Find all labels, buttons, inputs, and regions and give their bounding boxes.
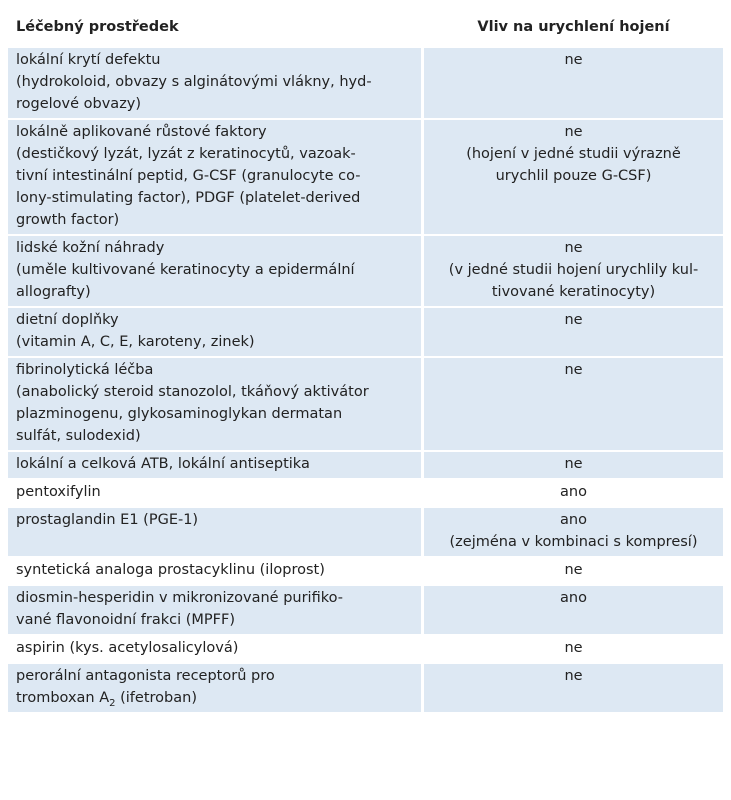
treatment-line bbox=[16, 687, 413, 709]
effect-line: ano bbox=[560, 484, 587, 500]
treatment-line: (destičkový lyzát, lyzát z keratinocytů, vazoak- bbox=[16, 146, 356, 162]
treatment-cell bbox=[8, 358, 424, 450]
effect-cell bbox=[424, 358, 723, 450]
effect-line: ne bbox=[564, 562, 583, 578]
effect-line: ne bbox=[564, 456, 583, 472]
treatment-line: rogelové obvazy) bbox=[16, 96, 142, 112]
treatment-cell bbox=[8, 636, 424, 662]
effect-cell bbox=[424, 120, 723, 234]
header-effect: Vliv na urychlení hojení bbox=[424, 10, 723, 46]
treatment-line: vané flavonoidní frakci (MPFF) bbox=[16, 612, 235, 628]
effect-cell bbox=[424, 48, 723, 118]
treatment-cell bbox=[8, 480, 424, 506]
effect-line: ne bbox=[564, 312, 583, 328]
treatment-line: allografty) bbox=[16, 284, 91, 300]
treatment-line: diosmin-hesperidin v mikronizované purifiko- bbox=[16, 590, 343, 606]
table-body bbox=[8, 48, 723, 712]
treatment-line: growth factor) bbox=[16, 212, 120, 228]
treatment-cell bbox=[8, 48, 424, 118]
table-row bbox=[8, 480, 723, 506]
treatment-cell bbox=[8, 558, 424, 584]
treatment-cell bbox=[8, 308, 424, 356]
treatment-cell bbox=[8, 664, 424, 712]
treatment-line: lokální a celková ATB, lokální antiseptika bbox=[16, 456, 310, 472]
effect-line: (v jedné studii hojení urychlily kul- bbox=[448, 262, 699, 278]
thromboxane-text: tromboxan A bbox=[16, 690, 110, 706]
treatment-line: perorální antagonista receptorů pro bbox=[16, 668, 275, 684]
treatment-line: lidské kožní náhrady bbox=[16, 240, 165, 256]
effect-line: (zejména v kombinaci s kompresí) bbox=[449, 534, 698, 550]
treatment-cell bbox=[8, 508, 424, 556]
effect-line: ne bbox=[564, 362, 583, 378]
table-row bbox=[8, 48, 723, 118]
treatment-cell bbox=[8, 236, 424, 306]
treatment-line: (uměle kultivované keratinocyty a epidermální bbox=[16, 262, 355, 278]
treatment-line: fibrinolytická léčba bbox=[16, 362, 154, 378]
effect-line: tivované keratinocyty) bbox=[491, 284, 656, 300]
treatment-line: plazminogenu, glykosaminoglykan dermatan bbox=[16, 406, 343, 422]
treatment-line: lokálně aplikované růstové faktory bbox=[16, 124, 267, 140]
treatment-line: tivní intestinální peptid, G-CSF (granulocyte co- bbox=[16, 168, 361, 184]
effect-cell bbox=[424, 236, 723, 306]
effect-line: ano bbox=[560, 590, 587, 606]
effect-line: urychlil pouze G-CSF) bbox=[495, 168, 652, 184]
table-row bbox=[8, 236, 723, 306]
treatment-line: lokální krytí defektu bbox=[16, 52, 161, 68]
table-row bbox=[8, 120, 723, 234]
table-row bbox=[8, 358, 723, 450]
table-header-row bbox=[8, 10, 723, 46]
table-row bbox=[8, 664, 723, 712]
effect-line: ne bbox=[564, 668, 583, 684]
effect-cell bbox=[424, 636, 723, 662]
effect-line: ne bbox=[564, 640, 583, 656]
treatment-line: syntetická analoga prostacyklinu (iloprost) bbox=[16, 562, 325, 578]
table-row bbox=[8, 508, 723, 556]
subscript-text: 2 bbox=[109, 697, 116, 709]
effect-cell bbox=[424, 664, 723, 712]
treatment-table-container bbox=[8, 8, 723, 714]
table-row bbox=[8, 586, 723, 634]
treatment-line: dietní doplňky bbox=[16, 312, 119, 328]
effect-cell bbox=[424, 558, 723, 584]
effect-cell bbox=[424, 508, 723, 556]
effect-cell bbox=[424, 480, 723, 506]
table-row bbox=[8, 558, 723, 584]
treatment-cell bbox=[8, 452, 424, 478]
effect-cell bbox=[424, 452, 723, 478]
treatment-cell bbox=[8, 586, 424, 634]
treatment-cell bbox=[8, 120, 424, 234]
treatment-line: pentoxifylin bbox=[16, 484, 101, 500]
effect-line: ne bbox=[564, 124, 583, 140]
treatment-line: (vitamin A, C, E, karoteny, zinek) bbox=[16, 334, 255, 350]
header-treatment: Léčebný prostředek bbox=[8, 10, 424, 46]
effect-cell bbox=[424, 308, 723, 356]
treatment-table bbox=[8, 8, 723, 714]
effect-line: ne bbox=[564, 240, 583, 256]
table-row bbox=[8, 308, 723, 356]
table-row bbox=[8, 636, 723, 662]
effect-line: ne bbox=[564, 52, 583, 68]
effect-line: (hojení v jedné studii výrazně bbox=[466, 146, 681, 162]
treatment-line: prostaglandin E1 (PGE-1) bbox=[16, 512, 199, 528]
treatment-line: (hydrokoloid, obvazy s alginátovými vlákny, hyd- bbox=[16, 74, 372, 90]
effect-cell bbox=[424, 586, 723, 634]
ifetroban-text: (ifetroban) bbox=[115, 690, 197, 706]
effect-line: ano bbox=[560, 512, 587, 528]
treatment-line: sulfát, sulodexid) bbox=[16, 428, 141, 444]
treatment-line: aspirin (kys. acetylosalicylová) bbox=[16, 640, 239, 656]
treatment-line: (anabolický steroid stanozolol, tkáňový aktivátor bbox=[16, 384, 369, 400]
treatment-line: lony-stimulating factor), PDGF (platelet-derived bbox=[16, 190, 361, 206]
table-row bbox=[8, 452, 723, 478]
